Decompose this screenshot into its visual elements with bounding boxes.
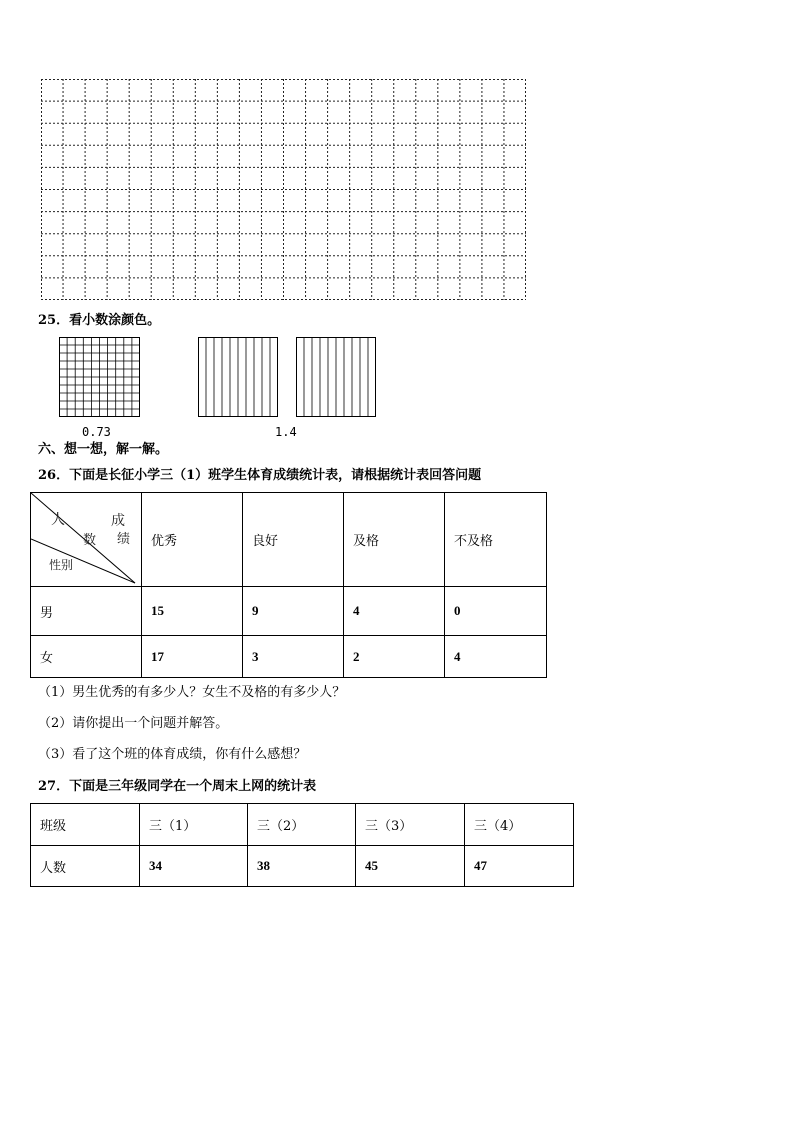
header-good: 良好	[243, 493, 344, 587]
table-cell: 0	[445, 587, 547, 636]
table-cell: 45	[356, 846, 465, 887]
table-cell: 17	[142, 636, 243, 678]
table-cell: 15	[142, 587, 243, 636]
row-label: 人数	[31, 846, 140, 887]
label-tenths: 1.4	[275, 425, 297, 439]
q27-title: 27．下面是三年级同学在一个周末上网的统计表	[38, 779, 317, 794]
table-cell: 9	[243, 587, 344, 636]
q27-internet-table	[30, 803, 574, 887]
table-row-male	[31, 587, 547, 636]
header-excellent: 优秀	[142, 493, 243, 587]
diagonal-header-cell	[31, 493, 142, 587]
table-cell: 2	[344, 636, 445, 678]
hundredths-grid-model[interactable]	[59, 337, 140, 417]
q26-question-3: （3）看了这个班的体育成绩，你有什么感想？	[38, 747, 307, 762]
table-cell: 4	[344, 587, 445, 636]
table-cell: 38	[248, 846, 356, 887]
section6-title: 六、想一想，解一解。	[38, 442, 169, 457]
table-cell: 4	[445, 636, 547, 678]
q26-question-2: （2）请你提出一个问题并解答。	[38, 716, 229, 731]
table-cell: 三（1）	[140, 804, 248, 846]
corner-label-shu: 数	[83, 533, 97, 548]
header-pass: 及格	[344, 493, 445, 587]
table-cell: 3	[243, 636, 344, 678]
label-hundredths: 0.73	[82, 425, 111, 439]
row-label: 班级	[31, 804, 140, 846]
table-cell: 47	[465, 846, 574, 887]
table-row-class	[31, 804, 574, 846]
row-label: 女	[31, 636, 142, 678]
table-cell: 三（4）	[465, 804, 574, 846]
table-cell: 三（2）	[248, 804, 356, 846]
row-label: 男	[31, 587, 142, 636]
corner-label-ji: 绩	[117, 532, 131, 547]
table-row-female	[31, 636, 547, 678]
q26-score-table	[30, 492, 547, 678]
table-cell: 三（3）	[356, 804, 465, 846]
table-cell: 34	[140, 846, 248, 887]
q26-question-1: （1）男生优秀的有多少人？女生不及格的有多少人？	[38, 685, 346, 700]
corner-label-ren: 人	[51, 512, 65, 528]
corner-label-gender: 性别	[49, 558, 74, 572]
dashed-writing-grid	[41, 79, 526, 300]
q25-title: 25．看小数涂颜色。	[38, 313, 161, 328]
q26-title: 26．下面是长征小学三（1）班学生体育成绩统计表，请根据统计表回答问题	[38, 468, 482, 483]
tenths-model-2[interactable]	[296, 337, 376, 417]
table-row-count	[31, 846, 574, 887]
tenths-model-1[interactable]	[198, 337, 278, 417]
corner-label-cheng: 成	[111, 513, 125, 529]
header-fail: 不及格	[445, 493, 547, 587]
